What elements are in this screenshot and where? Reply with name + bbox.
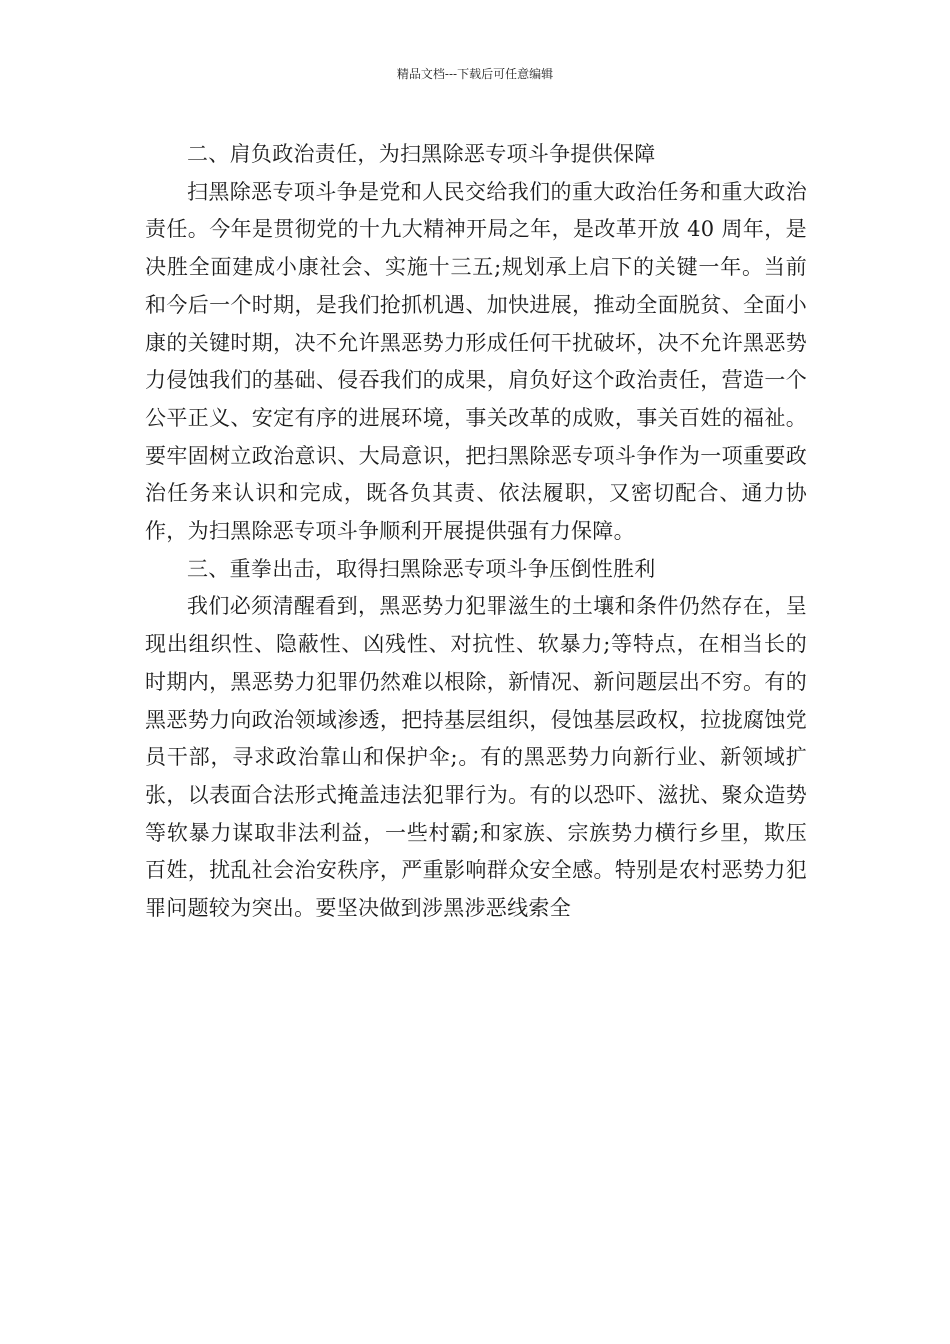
body-paragraph: 我们必须清醒看到，黑恶势力犯罪滋生的土壤和条件仍然存在，呈现出组织性、隐蔽性、凶残性、对抗性、软暴力;等特点，在相当长的时期内，黑恶势力犯罪仍然难以根除，新情况、新问题层出不穷。有的黑恶势力向政治领域渗透，把持基层组织，侵蚀基层政权，拉拢腐蚀党员干部，寻求政治靠山和保护伞;。有的黑恶势力向新行业、新领域扩张，以表面合法形式掩盖违法犯罪行为。有的以恐吓、滋扰、聚众造势等软暴力谋取非法利益，一些村霸;和家族、宗族势力横行乡里，欺压百姓，扰乱社会治安秩序，严重影响群众安全感。特别是农村恶势力犯罪问题较为突出。要坚决做到涉黑涉恶线索全 — [145, 594, 807, 921]
section-heading-3: 三、重拳出击，取得扫黑除恶专项斗争压倒性胜利 — [187, 556, 656, 581]
section-heading-2: 二、肩负政治责任，为扫黑除恶专项斗争提供保障 — [187, 142, 656, 166]
body-paragraph: 扫黑除恶专项斗争是党和人民交给我们的重大政治任务和重大政治责任。今年是贯彻党的十九大精神开局之年，是改革开放 40 周年，是决胜全面建成小康社会、实施十三五;规划承上启下的关键一年。当前和今后一个时期，是我们抢抓机遇、加快进展，推动全面脱贫、全面小康的关键时期，决不允许黑恶势力形成任何干扰破坏，决不允许黑恶势力侵蚀我们的基础、侵吞我们的成果，肩负好这个政治责任，营造一个公平正义、安定有序的进展环境，事关改革的成败，事关百姓的福祉。要牢固树立政治意识、大局意识，把扫黑除恶专项斗争作为一项重要政治任务来认识和完成，既各负其责、依法履职，又密切配合、通力协作，为扫黑除恶专项斗争顺利开展提供强有力保障。 — [145, 179, 807, 544]
document-body — [145, 136, 807, 928]
page-header: 精品文档---下载后可任意编辑 — [396, 67, 554, 81]
